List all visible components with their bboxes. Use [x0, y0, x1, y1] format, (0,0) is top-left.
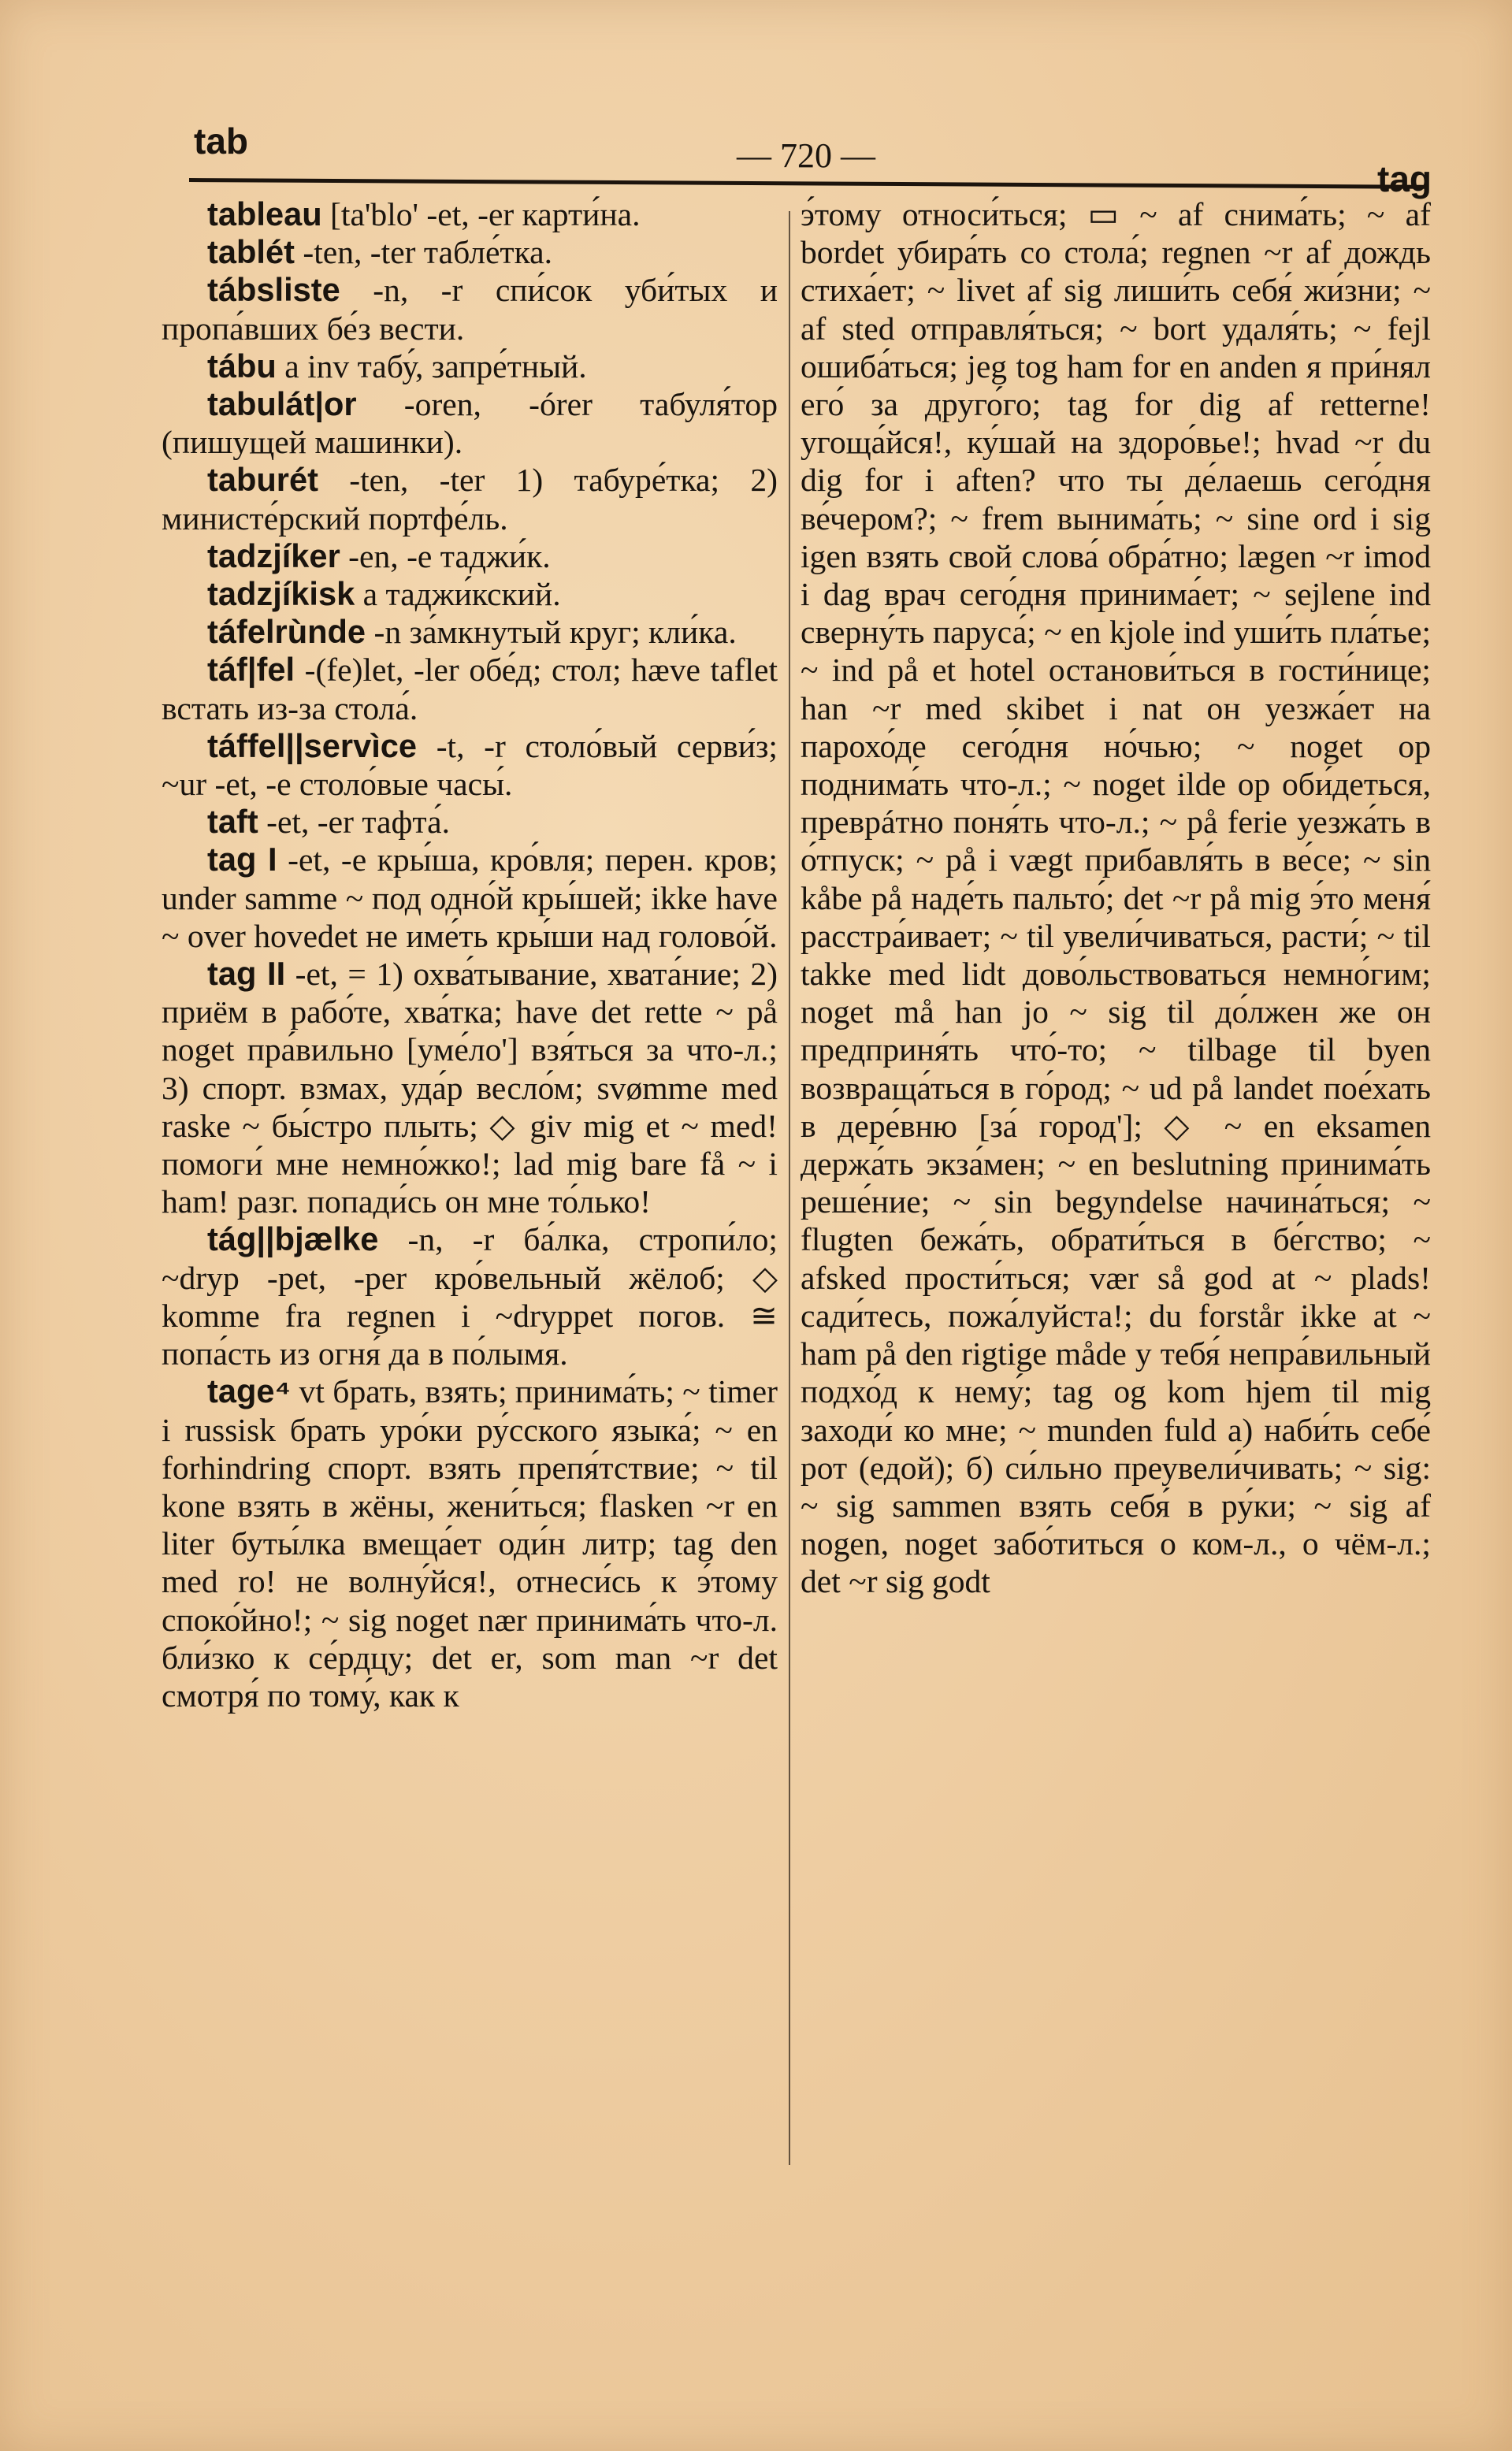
right-column — [801, 195, 1431, 1601]
page-number: — 720 — — [737, 136, 875, 175]
headword: táf|fel — [207, 651, 295, 689]
headword: tag II — [207, 955, 286, 993]
headword: tág||bjælke — [207, 1220, 379, 1258]
entry-body: -et, -er тафта́. — [266, 804, 450, 841]
headword: tadzjíker — [207, 537, 340, 574]
right-guide-word: tag — [1377, 158, 1432, 199]
entry-body: a таджи́кский. — [362, 576, 561, 613]
entry-tadzjikisk — [162, 575, 778, 613]
entry-taburet — [162, 461, 778, 537]
entry-tabsliste — [162, 271, 778, 347]
headword: tage⁴ — [207, 1372, 292, 1410]
entry-tableau — [162, 195, 778, 233]
entry-body: -n, -r ба́лка, стропи́ло; ~dryp -pet, -per кро́вельный жёлоб; ◇ komme fra regnen i ~dryppet погов. ≅ попа́сть из огня́ да в по́лымя. — [162, 1221, 778, 1372]
headword: tableau — [207, 195, 322, 232]
headword: taburét — [207, 461, 318, 499]
column-divider — [789, 211, 790, 2165]
entry-body: -(fe)let, -ler обе́д; стол; hæve taflet встать из-за стола́. — [162, 652, 778, 726]
entry-taffel — [162, 651, 778, 726]
entry-body: -ten, -ter 1) табуре́тка; 2) министе́рский портфе́ль. — [162, 462, 778, 537]
entry-tagbjaelke — [162, 1220, 778, 1372]
headword: tabulát|or — [207, 385, 357, 423]
headword: táffel||servìce — [207, 726, 418, 764]
entry-body: -oren, -órer табуля́тор (пишущей машинки). — [162, 386, 778, 461]
entry-body: -en, -e таджи́к. — [348, 537, 551, 574]
entry-body: a inv табу́, запре́тный. — [284, 347, 587, 384]
headword: tadzjíkisk — [207, 575, 355, 613]
entry-body: -et, = 1) охва́тывание, хвата́ние; 2) приём в рабо́те, хва́тка; have det rette ~ på noget пра́вильно [уме́ло'] взя́ться за что-л.; 3) спорт. взмах, уда́р весло́м; svømme med raske ~ бы́стро плыть; ◇ giv mig et ~ med! помоги́ мне немно́жко!; lad mig bare få ~ i ham! разг. попади́сь он мне то́лько! — [162, 956, 778, 1220]
entry-body: -n, -r спи́сок уби́тых и пропа́вших бе́з вести. — [162, 272, 778, 347]
left-column — [162, 195, 778, 1714]
header-rule — [189, 178, 1428, 189]
entry-tafelrunde — [162, 613, 778, 651]
headword: tábsliste — [207, 271, 340, 309]
entry-body: -n за́мкнутый круг; кли́ка. — [373, 614, 737, 651]
headword: tablét — [207, 233, 295, 271]
entry-tag-2 — [162, 955, 778, 1220]
entry-body: [ta'blo' -et, -er карти́на. — [330, 196, 641, 232]
entry-tablet — [162, 233, 778, 271]
left-guide-word: tab — [194, 121, 248, 162]
entry-body: -et, -e кры́ша, кро́вля; перен. кров; under samme ~ под одно́й кры́шей; ikke have ~ over hovedet не име́ть кры́ши над голово́й. — [162, 841, 778, 954]
entry-taft — [162, 803, 778, 841]
entry-tadzjiker — [162, 537, 778, 575]
entry-tage — [162, 1372, 778, 1714]
entry-taffelservice — [162, 727, 778, 803]
entry-tage-continued: э́тому относи́ться; ▭ ~ af снима́ть; ~ af bordet убира́ть со стола́; regnen ~r af дождь стиха́ет; ~ livet af sig лиши́ть себя́ жи́зни; ~ af sted отправля́ться; ~ bort удаля́ть; ~ fejl ошиба́ться; jeg tog ham for en anden я при́нял его́ за друго́го; tag for dig af retterne! угоща́йся!, ку́шай на здоро́вье!; hvad ~r du dig for i aften? что ты де́лаешь сего́дня ве́чером?; ~ frem вынима́ть; ~ sine ord i sig igen взять свой слова́ обра́тно; lægen ~r imod i dag врач сего́дня принима́ет; ~ sejlene ind сверну́ть паруса́; ~ en kjole ind уши́ть пла́тье; ~ ind på et hotel останови́ться в гости́нице; han ~r med skibet i nat он уезжа́ет на парохо́де сего́дня но́чью; ~ noget op поднима́ть что-л.; ~ noget ilde op оби́деться, преврáтно поня́ть что-л.; ~ på ferie уезжа́ть в о́тпуск; ~ på i vægt прибавля́ть в ве́се; ~ sin kåbe på наде́ть пальто́; det ~r på mig э́то меня́ расстра́ивает; ~ til увели́чиваться, расти́; ~ til takke med lidt дово́льствоваться немно́гим; noget må han jo ~ sig til до́лжен же он предприня́ть что́-то; ~ tilbage til byen возвраща́ться в го́род; ~ ud på landet пое́хать в дере́вню [за́ город']; ◇ ~ en eksamen держа́ть экза́мен; ~ en beslutning принима́ть реше́ние; ~ sin begyndelse начина́ться; ~ flugten бежа́ть, обрати́ться в бе́гство; ~ afsked прости́ться; vær så god at ~ plads! сади́тесь, пожа́луйста!; du forstår ikke at ~ ham på den rigtige måde у тебя́ непра́вильный подхо́д к нему́; tag og kom hjem til mig заходи́ ко мне; ~ munden fuld а) наби́ть себе́ рот (едой); б) си́льно преувели́чивать; ~ sig: ~ sig sammen взять себя́ в ру́ки; ~ sig af nogen, noget забо́титься о ком-л., о чём-л.; det ~r sig godt — [801, 196, 1431, 1600]
headword: taft — [207, 803, 258, 841]
entry-body: -ten, -ter табле́тка. — [303, 234, 553, 271]
entry-tag-1 — [162, 841, 778, 955]
entry-tabu — [162, 347, 778, 385]
entry-tabulator — [162, 385, 778, 461]
headword: tag I — [207, 841, 277, 878]
entry-body: -t, -r столо́вый серви́з; ~ur -et, -e столо́вые часы́. — [162, 727, 778, 803]
entry-body: vt брать, взять; принима́ть; ~ timer i russisk брать уро́ки ру́сского языка́; ~ en forhindring спорт. взять препя́тствие; ~ til kone взять в жёны, жени́ться; flasken ~r en liter буты́лка вмеща́ет оди́н литр; tag den med ro! не волну́йся!, отнеси́сь к э́тому споко́йно!; ~ sig noget nær принима́ть что-л. бли́зко к се́рдцу; det er, som man ~r det смотря́ по тому́, как к — [162, 1373, 778, 1714]
headword: táfelrùnde — [207, 613, 366, 651]
headword: tábu — [207, 347, 277, 384]
